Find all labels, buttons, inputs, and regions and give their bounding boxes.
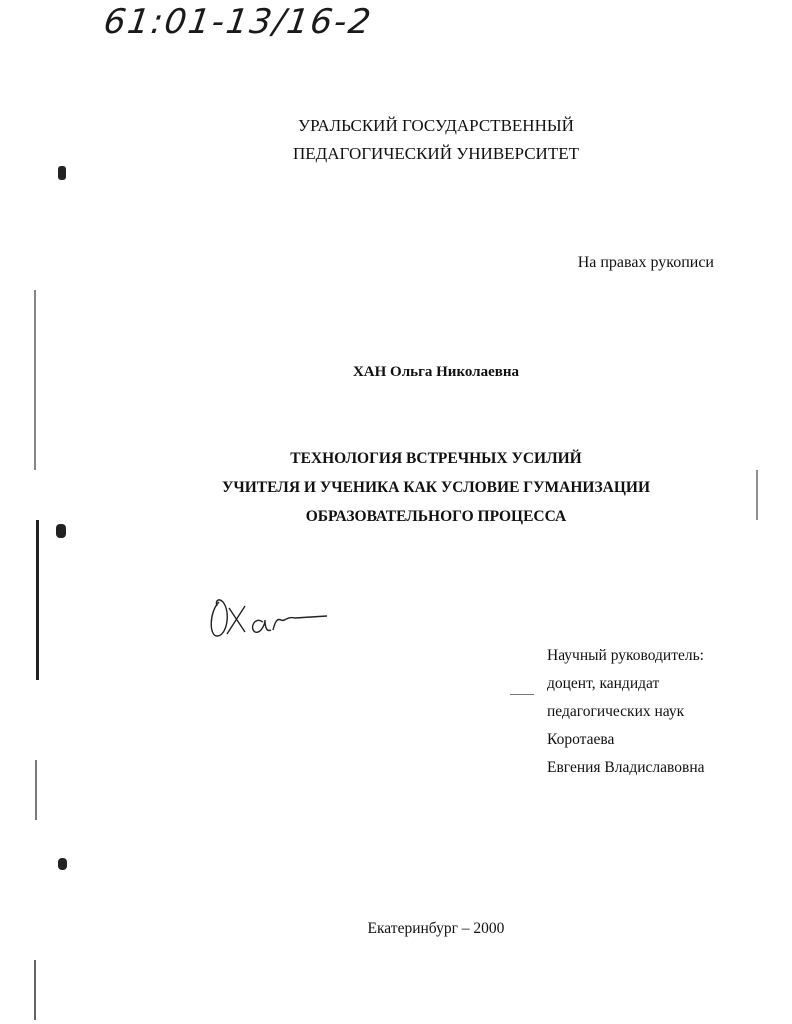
- title-line: ТЕХНОЛОГИЯ ВСТРЕЧНЫХ УСИЛИЙ: [290, 450, 582, 467]
- scan-edge: [36, 520, 39, 680]
- author-name: ХАН Ольга Николаевна: [352, 364, 520, 380]
- rights-note: На правах рукописи: [577, 254, 714, 271]
- title-line: ОБРАЗОВАТЕЛЬНОГО ПРОЦЕССА: [305, 508, 567, 525]
- thesis-title: [0, 444, 792, 531]
- supervisor-line: доцент, кандидат: [547, 675, 660, 692]
- university-line: УРАЛЬСКИЙ ГОСУДАРСТВЕННЫЙ: [298, 116, 574, 135]
- pencil-dash: [510, 694, 534, 695]
- scan-edge: [35, 760, 37, 820]
- supervisor-line: педагогических наук: [547, 703, 685, 720]
- supervisor-block: [547, 642, 705, 782]
- university-name: [0, 112, 792, 168]
- scan-mark: [58, 858, 67, 870]
- scan-mark: [58, 166, 66, 180]
- author-signature: [205, 592, 335, 642]
- title-line: УЧИТЕЛЯ И УЧЕНИКА КАК УСЛОВИЕ ГУМАНИЗАЦИИ: [222, 479, 650, 496]
- city-year: [0, 920, 792, 938]
- supervisor-line: Евгения Владиславовна: [547, 759, 705, 776]
- supervisor-line: Научный руководитель:: [547, 647, 704, 664]
- author-line: [0, 364, 792, 381]
- scan-edge: [34, 960, 36, 1020]
- supervisor-line: Коротаева: [547, 731, 615, 748]
- archive-code: 61:01-13/16-2: [101, 2, 375, 42]
- university-line: ПЕДАГОГИЧЕСКИЙ УНИВЕРСИТЕТ: [293, 144, 579, 163]
- city-year-text: Екатеринбург – 2000: [367, 920, 505, 937]
